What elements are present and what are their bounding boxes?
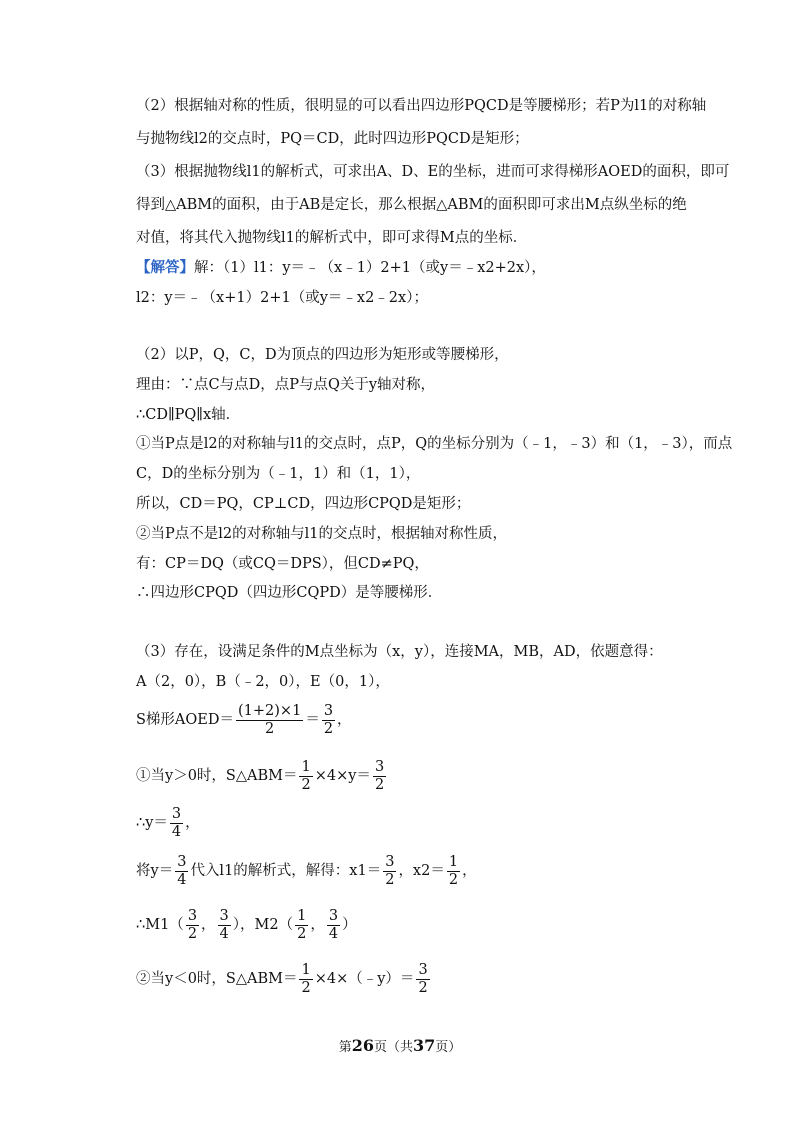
text-line: l2：y＝﹣（x+1）2+1（或y＝﹣x2﹣2x）； <box>136 290 428 306</box>
formula-text: ×4×y＝ <box>314 768 371 784</box>
text-line: ∴四边形CPQD（四边形CQPD）是等腰梯形． <box>136 585 443 601</box>
fraction <box>327 908 340 943</box>
fraction <box>236 703 303 738</box>
footer-text: 页（共 <box>373 1040 413 1055</box>
text-line: 与抛物线l2的交点时，PQ＝CD，此时四边形PQCD是矩形； <box>136 131 529 147</box>
page-footer <box>0 1036 800 1055</box>
answer-tag: 【解答】 <box>136 259 194 276</box>
denominator: 4 <box>177 871 187 888</box>
formula-text: 将y＝ <box>136 863 174 879</box>
text-line: 所以，CD＝PQ，CP⊥CD，四边形CPQD是矩形； <box>136 496 471 512</box>
text-line: ①当P点是l2的对称轴与l1的交点时，点P，Q的坐标分别为（﹣1，﹣3）和（1，﹣3），而点 <box>136 436 733 452</box>
text-line: ②当P点不是l2的对称轴与l1的交点时，根据轴对称性质， <box>136 526 507 542</box>
text-line: ∴CD∥PQ∥x轴． <box>136 407 241 423</box>
numerator: 3 <box>187 907 198 924</box>
denominator: 2 <box>323 720 334 737</box>
formula-line <box>136 758 388 794</box>
numerator: 1 <box>301 758 311 775</box>
text-line: （2）根据轴对称的性质，很明显的可以看出四边形PQCD是等腰梯形；若P为l1的对称轴 <box>136 98 707 114</box>
numerator: 3 <box>171 805 182 822</box>
denominator: 2 <box>265 720 275 737</box>
numerator: 1 <box>297 907 307 924</box>
formula-text: ①当y＞0时，S△ABM＝ <box>136 768 298 784</box>
formula-text: ） <box>342 917 357 933</box>
text-line: 得到△ABM的面积，由于AB是定长，那么根据△ABM的面积即可求出M点纵坐标的绝 <box>136 197 687 213</box>
formula-text: ， <box>310 917 325 933</box>
denominator: 4 <box>328 925 339 942</box>
formula-line <box>136 853 477 889</box>
formula-text: ×4×（﹣y）＝ <box>314 971 415 987</box>
denominator: 2 <box>374 776 385 793</box>
fraction <box>322 703 335 738</box>
formula-text: 代入l1的解析式，解得：x1＝ <box>190 863 382 879</box>
denominator: 2 <box>301 776 311 793</box>
text-line: （3）根据抛物线l1的解析式，可求出A、D、E的坐标，进而可求得梯形AOED的面积，即可 <box>136 164 730 180</box>
numerator: 3 <box>219 907 229 924</box>
fraction <box>295 908 308 943</box>
fraction <box>218 908 231 943</box>
text-line: 理由：∵点C与点D，点P与点Q关于y轴对称， <box>136 377 436 393</box>
footer-text: 页） <box>435 1040 462 1055</box>
denominator: 2 <box>385 871 395 888</box>
total-pages: 37 <box>413 1036 436 1055</box>
text-line: 对值，将其代入抛物线l1的解析式中，即可求得M点的坐标． <box>136 230 528 246</box>
fraction <box>299 759 312 794</box>
formula-line <box>136 961 432 997</box>
formula-text: ， <box>337 712 352 728</box>
formula-line <box>136 702 352 738</box>
numerator: (1+2)×1 <box>238 702 302 719</box>
fraction <box>373 759 386 794</box>
denominator: 2 <box>301 979 311 996</box>
fraction <box>175 854 188 889</box>
formula-text: ②当y＜0时，S△ABM＝ <box>136 971 298 987</box>
formula-text: S梯形AOED＝ <box>136 712 235 728</box>
answer-line <box>136 258 546 278</box>
numerator: 3 <box>385 853 395 870</box>
formula-text: ＝ <box>305 712 320 728</box>
fraction <box>416 962 429 997</box>
numerator: 1 <box>301 961 311 978</box>
numerator: 3 <box>323 702 334 719</box>
text-line: A（2，0），B（﹣2，0），E（0，1）， <box>136 674 390 690</box>
formula-text: ， <box>462 863 477 879</box>
text-line: （2）以P，Q，C，D为顶点的四边形为矩形或等腰梯形， <box>136 347 509 363</box>
fraction <box>299 962 312 997</box>
formula-text: ∴M1（ <box>136 917 184 933</box>
denominator: 2 <box>448 871 459 888</box>
denominator: 2 <box>418 979 428 996</box>
numerator: 3 <box>418 961 428 978</box>
formula-text: ， <box>201 917 216 933</box>
fraction <box>170 806 183 841</box>
formula-line <box>136 907 357 943</box>
fraction <box>447 854 460 889</box>
formula-text: ∴y＝ <box>136 815 168 831</box>
answer-text: 解：（1）l1：y＝﹣（x﹣1）2+1（或y＝﹣x2+2x）， <box>194 260 546 276</box>
text-line: 有：CP＝DQ（或CQ＝DPS），但CD≠PQ， <box>136 556 429 572</box>
text-line: C，D的坐标分别为（﹣1，1）和（1，1）， <box>136 466 421 482</box>
denominator: 2 <box>297 925 307 942</box>
numerator: 3 <box>374 758 385 775</box>
numerator: 1 <box>448 853 459 870</box>
text-line: （3）存在，设满足条件的M点坐标为（x，y），连接MA，MB，AD，依题意得： <box>136 644 663 660</box>
denominator: 4 <box>219 925 229 942</box>
denominator: 4 <box>171 823 182 840</box>
page-number: 26 <box>351 1036 374 1055</box>
formula-text: ，x2＝ <box>398 863 445 879</box>
formula-text: ），M2（ <box>232 917 294 933</box>
formula-text: ， <box>185 815 200 831</box>
footer-text: 第 <box>338 1040 352 1055</box>
denominator: 2 <box>187 925 198 942</box>
fraction <box>383 854 396 889</box>
formula-line <box>136 805 200 841</box>
fraction <box>186 908 199 943</box>
numerator: 3 <box>328 907 339 924</box>
numerator: 3 <box>177 853 187 870</box>
